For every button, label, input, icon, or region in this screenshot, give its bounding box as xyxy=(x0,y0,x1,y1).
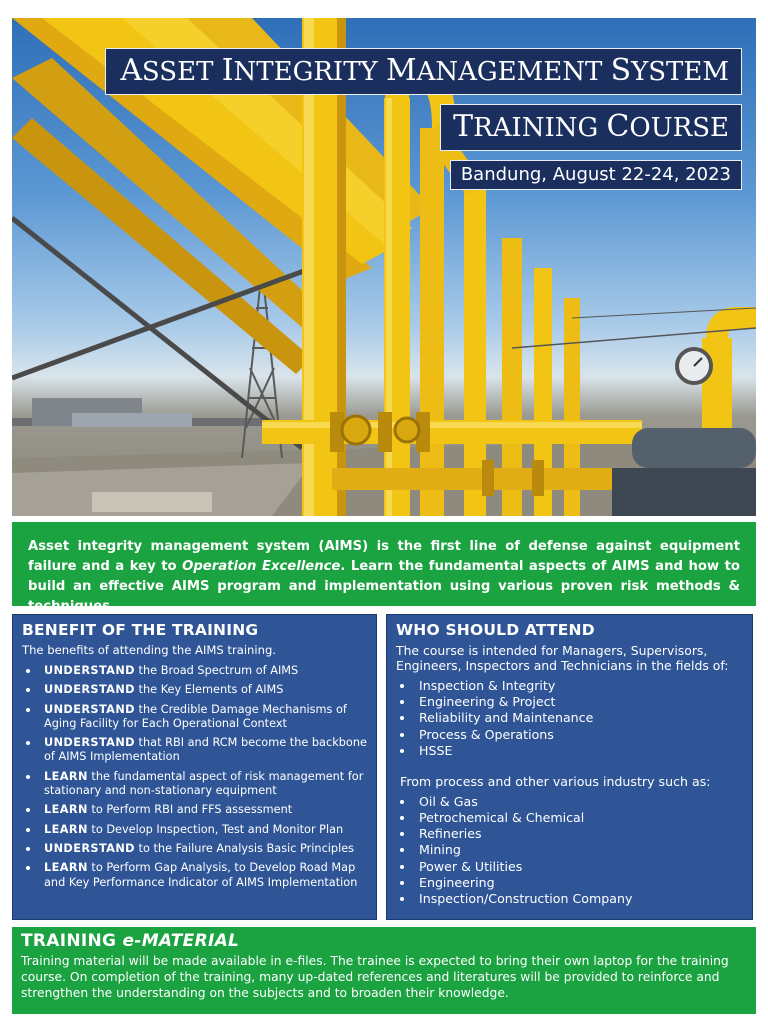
intro-text-end: . Learn the fundamental aspects of AIMS and how to build an effective AIMS program and implementation using various proven risk methods & techniques. xyxy=(28,559,740,614)
benefits-list xyxy=(22,664,367,890)
e-material-banner xyxy=(12,927,756,1014)
attend-panel xyxy=(386,614,753,920)
event-location-date: Bandung, August 22-24, 2023 xyxy=(450,160,742,190)
hero-photo xyxy=(12,18,756,516)
list-item: UNDERSTAND the Key Elements of AIMS xyxy=(22,683,367,697)
list-item: Process & Operations xyxy=(396,727,743,742)
list-item: Oil & Gas xyxy=(396,794,743,809)
industries-lead: From process and other various industry such as: xyxy=(400,773,711,789)
list-item: Petrochemical & Chemical xyxy=(396,810,743,825)
list-item: LEARN to Perform Gap Analysis, to Develop Road Map and Key Performance Indicator of AIMS Implementation xyxy=(22,861,367,890)
benefits-heading: BENEFIT OF THE TRAINING xyxy=(22,621,259,639)
list-item: Mining xyxy=(396,842,743,857)
list-item: Power & Utilities xyxy=(396,859,743,874)
intro-text-start: Asset integrity management system (AIMS) is the first line of defense against equipment failure and a key to xyxy=(28,539,740,574)
list-item: Inspection/Construction Company xyxy=(396,891,743,906)
course-title-line-1: ASSET INTEGRITY MANAGEMENT SYSTEM xyxy=(105,48,742,95)
industries-list xyxy=(396,794,743,906)
list-item: Refineries xyxy=(396,826,743,841)
list-item: UNDERSTAND that RBI and RCM become the backbone of AIMS Implementation xyxy=(22,736,367,765)
list-item: LEARN to Develop Inspection, Test and Monitor Plan xyxy=(22,823,367,837)
intro-banner xyxy=(12,522,756,614)
e-material-heading: TRAINING e-MATERIAL xyxy=(21,931,240,951)
benefits-panel xyxy=(12,614,377,920)
list-item: UNDERSTAND the Broad Spectrum of AIMS xyxy=(22,664,367,678)
list-item: LEARN the fundamental aspect of risk management for stationary and non-stationary equipment xyxy=(22,770,367,799)
list-item: UNDERSTAND the Credible Damage Mechanisms of Aging Facility for Each Operational Context xyxy=(22,703,367,732)
list-item: Reliability and Maintenance xyxy=(396,710,743,725)
attend-lead: The course is intended for Managers, Supervisors, Engineers, Inspectors and Technicians in the fields of: xyxy=(396,643,729,673)
list-item: Inspection & Integrity xyxy=(396,678,743,693)
benefits-lead: The benefits of attending the AIMS training. xyxy=(22,643,277,657)
attend-heading: WHO SHOULD ATTEND xyxy=(396,621,595,639)
intro-emphasis: Operation Excellence xyxy=(182,559,341,574)
course-title-line-2: TRAINING COURSE xyxy=(440,104,742,151)
list-item: HSSE xyxy=(396,743,743,758)
list-item: Engineering xyxy=(396,875,743,890)
list-item: Engineering & Project xyxy=(396,694,743,709)
list-item: LEARN to Perform RBI and FFS assessment xyxy=(22,803,367,817)
fields-list xyxy=(396,678,743,758)
e-material-text: Training material will be made available in e-files. The trainee is expected to bring their own laptop for the training course. On completion of the training, many up-dated references and literatures will be provided to reinforce and strengthen the understanding on the subjects and to broaden their knowledge. xyxy=(21,954,729,1000)
list-item: UNDERSTAND to the Failure Analysis Basic Principles xyxy=(22,842,367,856)
